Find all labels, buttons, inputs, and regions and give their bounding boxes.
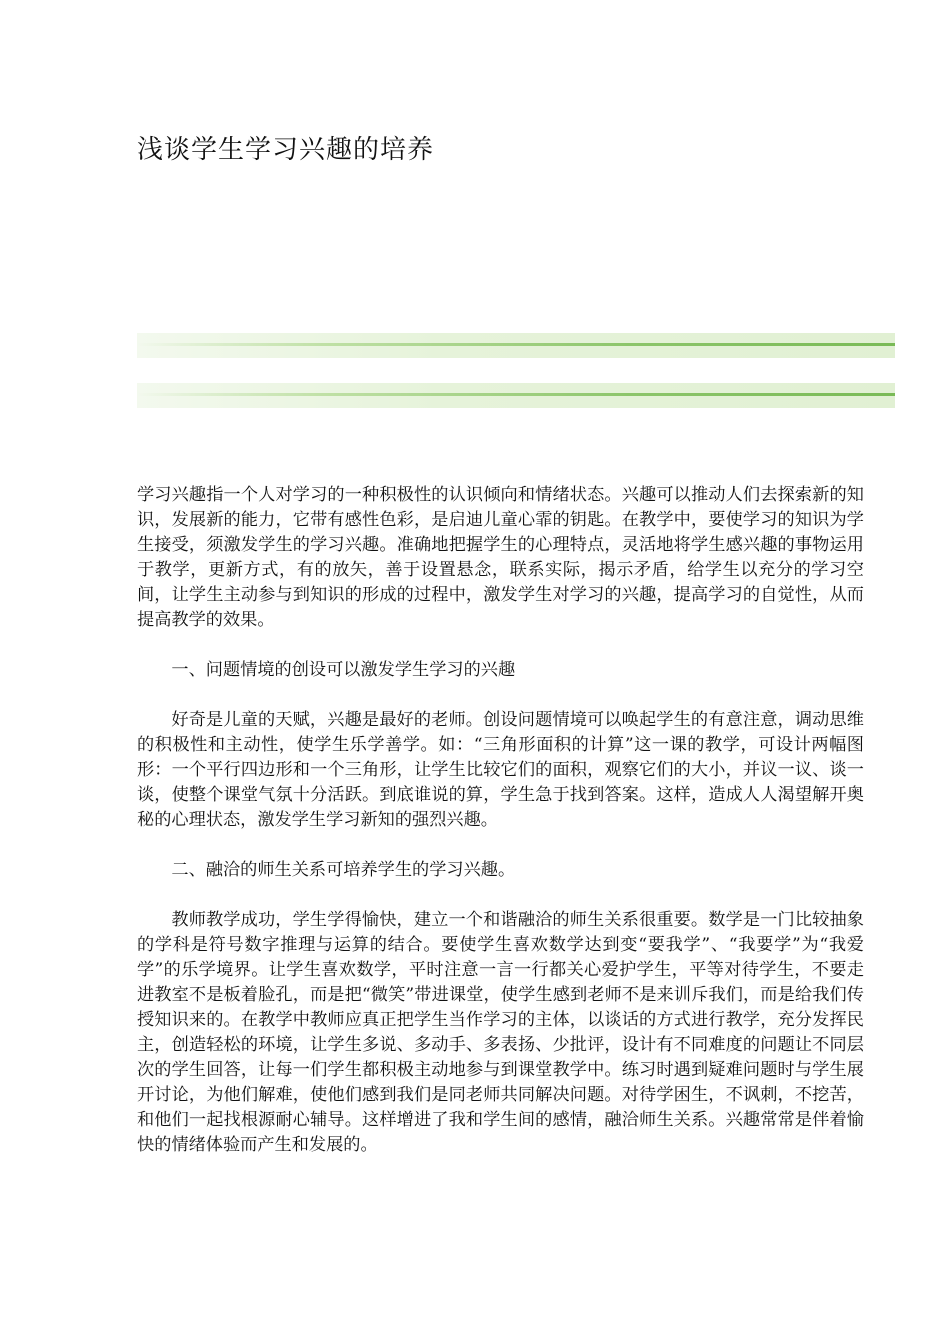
decorative-rule-top bbox=[137, 343, 895, 346]
decorative-band-top bbox=[137, 333, 895, 358]
document-title: 浅谈学生学习兴趣的培养 bbox=[137, 135, 435, 165]
decorative-band-bottom bbox=[137, 383, 895, 408]
section-heading-2: 二、融洽的师生关系可培养学生的学习兴趣。 bbox=[171, 860, 516, 880]
section-paragraph-2: 教师教学成功，学生学得愉快，建立一个和谐融洽的师生关系很重要。数学是一门比较抽象的学科是符号数字推理与运算的结合。要使学生喜欢数学达到变“要我学”、“我要学”为“我爱学”的乐学境界。让学生喜欢数学，平时注意一言一行都关心爱护学生，平等对待学生，不要走进教室不是板着脸孔，而是把“微笑”带进课堂，使学生感到老师不是来训斥我们，而是给我们传授知识来的。在教学中教师应真正把学生当作学习的主体，以谈话的方式进行教学，充分发挥民主，创造轻松的环境，让学生多说、多动手、多表扬、少批评，设计有不同难度的问题让不同层次的学生回答，让每一们学生都积极主动地参与到课堂教学中。练习时遇到疑难问题时与学生展开讨论，为他们解难，使他们感到我们是同老师共同解决问题。对待学困生，不讽刺，不挖苦，和他们一起找根源耐心辅导。这样增进了我和学生间的感情，融洽师生关系。兴趣常常是伴着愉快的情绪体验而产生和发展的。 bbox=[137, 910, 864, 1155]
document-body bbox=[137, 483, 864, 1158]
decorative-rule-bottom bbox=[137, 393, 895, 396]
section-heading-1: 一、问题情境的创设可以激发学生学习的兴趣 bbox=[171, 660, 516, 680]
intro-paragraph: 学习兴趣指一个人对学习的一种积极性的认识倾向和情绪状态。兴趣可以推动人们去探索新的知识，发展新的能力，它带有感性色彩，是启迪儿童心霏的钥匙。在教学中，要使学习的知识为学生接受，须激发学生的学习兴趣。准确地把握学生的心理特点，灵活地将学生感兴趣的事物运用于教学，更新方式，有的放矢，善于设置悬念，联系实际，揭示矛盾，给学生以充分的学习空间，让学生主动参与到知识的形成的过程中，激发学生对学习的兴趣，提高学习的自觉性，从而提高教学的效果。 bbox=[137, 485, 864, 630]
section-paragraph-1: 好奇是儿童的天赋，兴趣是最好的老师。创设问题情境可以唤起学生的有意注意，调动思维的积极性和主动性，使学生乐学善学。如：“三角形面积的计算”这一课的教学，可设计两幅图形：一个平行四边形和一个三角形，让学生比较它们的面积，观察它们的大小，并议一议、谈一谈，使整个课堂气氛十分活跃。到底谁说的算，学生急于找到答案。这样，造成人人渴望解开奥秘的心理状态，激发学生学习新知的强烈兴趣。 bbox=[137, 710, 864, 830]
